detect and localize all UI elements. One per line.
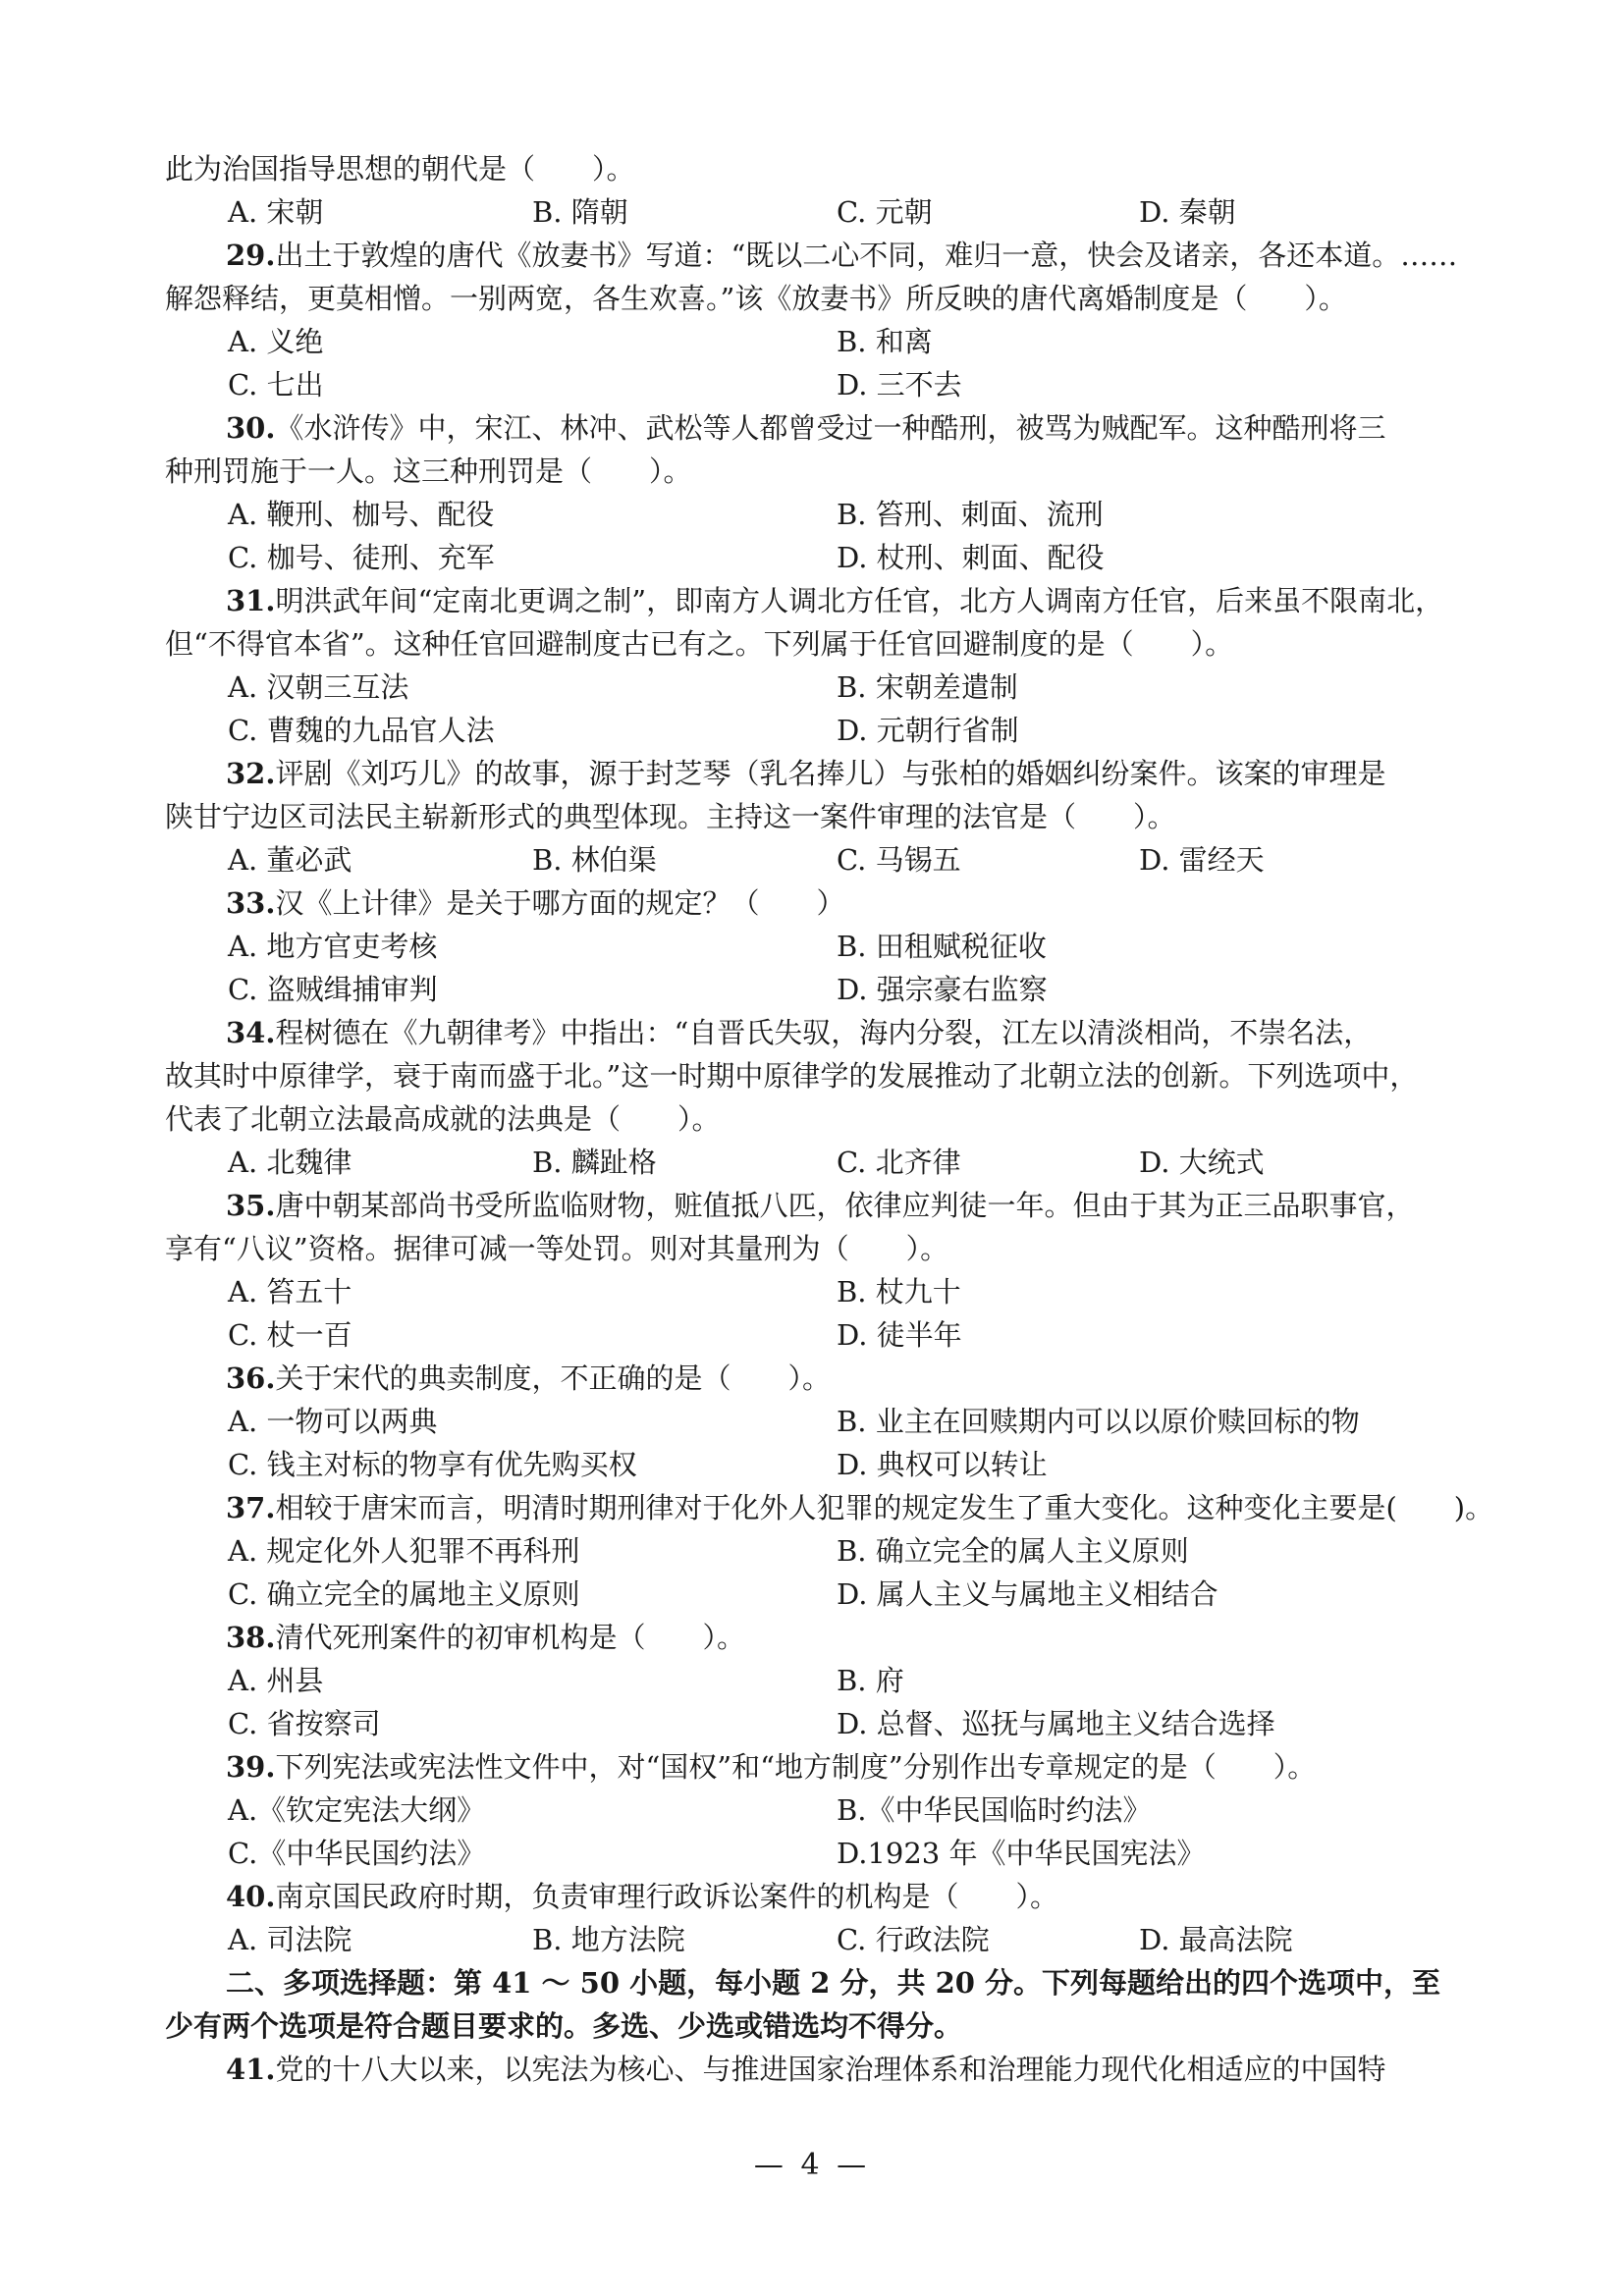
option-b: B. 确立完全的属人主义原则 <box>837 1534 1189 1568</box>
option-c: C.《中华民国约法》 <box>228 1837 486 1870</box>
option-d: D. 典权可以转让 <box>837 1448 1048 1481</box>
option-b: B. 杖九十 <box>837 1275 961 1308</box>
question-40: 40.南京国民政府时期，负责审理行政诉讼案件的机构是（ ）。 <box>226 1880 1058 1913</box>
question-text-line: 故其时中原律学，衰于南而盛于北。”这一时期中原律学的发展推动了北朝立法的创新。下列选项中， <box>165 1059 1419 1093</box>
question-39: 39.下列宪法或宪法性文件中，对“国权”和“地方制度”分别作出专章规定的是（ ）。 <box>226 1750 1317 1784</box>
option-b: B. 笞刑、刺面、流刑 <box>837 498 1104 531</box>
question-text-line: 此为治国指导思想的朝代是（ ）。 <box>165 152 635 186</box>
question-text-line: 陕甘宁边区司法民主崭新形式的典型体现。主持这一案件审理的法官是（ ）。 <box>165 800 1176 833</box>
option-c: C. 钱主对标的物享有优先购买权 <box>228 1448 637 1481</box>
option-b: B. 府 <box>837 1664 904 1697</box>
option-d: D. 徒半年 <box>837 1318 962 1352</box>
option-c: C. 确立完全的属地主义原则 <box>228 1577 580 1611</box>
question-36: 36.关于宋代的典卖制度，不正确的是（ ）。 <box>226 1362 831 1395</box>
option-a: A. 北魏律 <box>228 1146 352 1179</box>
option-d: D. 最高法院 <box>1139 1923 1293 1956</box>
option-a: A. 董必武 <box>228 843 352 877</box>
option-d: D. 强宗豪右监察 <box>837 973 1048 1006</box>
option-b: B. 麟趾格 <box>532 1146 657 1179</box>
question-text-line: 解怨释结，更莫相憎。一别两宽，各生欢喜。”该《放妻书》所反映的唐代离婚制度是（ ）。 <box>165 282 1347 315</box>
option-b: B. 宋朝差遣制 <box>837 670 1018 704</box>
option-a: A. 宋朝 <box>228 195 324 229</box>
question-37: 37.相较于唐宋而言，明清时期刑律对于化外人犯罪的规定发生了重大变化。这种变化主要是( )。 <box>226 1491 1494 1524</box>
option-c: C. 枷号、徒刑、充军 <box>228 541 495 574</box>
option-d: D. 属人主义与属地主义相结合 <box>837 1577 1218 1611</box>
option-d: D. 大统式 <box>1139 1146 1265 1179</box>
option-a: A. 规定化外人犯罪不再科刑 <box>228 1534 580 1568</box>
option-a: A. 笞五十 <box>228 1275 352 1308</box>
option-c: C. 元朝 <box>837 195 933 229</box>
question-text-line: 种刑罚施于一人。这三种刑罚是（ ）。 <box>165 454 692 488</box>
option-d: D. 雷经天 <box>1139 843 1265 877</box>
page-number: — 4 — <box>753 2148 871 2182</box>
question-30: 30.《水浒传》中，宋江、林冲、武松等人都曾受过一种酷刑，被骂为贼配军。这种酷刑将三 <box>226 411 1386 445</box>
option-c: C. 北齐律 <box>837 1146 961 1179</box>
question-29: 29.出土于敦煌的唐代《放妻书》写道：“既以二心不同，难归一意，快会及诸亲，各还本道。…… <box>226 239 1458 272</box>
option-a: A. 司法院 <box>228 1923 352 1956</box>
option-b: B. 田租赋税征收 <box>837 930 1047 963</box>
option-b: B. 隋朝 <box>532 195 628 229</box>
option-b: B. 和离 <box>837 325 933 358</box>
option-b: B. 业主在回赎期内可以以原价赎回标的物 <box>837 1405 1360 1438</box>
option-c: C. 马锡五 <box>837 843 961 877</box>
option-b: B. 林伯渠 <box>532 843 657 877</box>
question-41: 41.党的十八大以来，以宪法为核心、与推进国家治理体系和治理能力现代化相适应的中国特 <box>226 2053 1386 2086</box>
question-35: 35.唐中朝某部尚书受所监临财物，赃值抵八匹，依律应判徒一年。但由于其为正三品职事官， <box>226 1189 1415 1222</box>
question-38: 38.清代死刑案件的初审机构是（ ）。 <box>226 1621 745 1654</box>
question-34: 34.程树德在《九朝律考》中指出：“自晋氏失驭，海内分裂，江左以清淡相尚，不崇名法， <box>226 1016 1373 1049</box>
option-a: A. 一物可以两典 <box>228 1405 438 1438</box>
option-a: A.《钦定宪法大纲》 <box>228 1793 486 1827</box>
question-31: 31.明洪武年间“定南北更调之制”，即南方人调北方任官，北方人调南方任官，后来虽不限南北， <box>226 584 1444 617</box>
question-text-line: 代表了北朝立法最高成就的法典是（ ）。 <box>165 1102 721 1136</box>
question-32: 32.评剧《刘巧儿》的故事，源于封芝琴（乳名捧儿）与张柏的婚姻纠纷案件。该案的审理是 <box>226 757 1386 790</box>
option-d: D. 总督、巡抚与属地主义结合选择 <box>837 1707 1275 1740</box>
option-c: C. 杖一百 <box>228 1318 352 1352</box>
option-c: C. 行政法院 <box>837 1923 990 1956</box>
option-a: A. 鞭刑、枷号、配役 <box>228 498 495 531</box>
question-text-line: 享有“八议”资格。据律可减一等处罚。则对其量刑为（ ）。 <box>165 1232 949 1265</box>
option-c: C. 曹魏的九品官人法 <box>228 714 495 747</box>
option-d: D.1923 年《中华民国宪法》 <box>837 1837 1206 1870</box>
question-33: 33.汉《上计律》是关于哪方面的规定？（ ） <box>226 886 845 920</box>
option-a: A. 汉朝三互法 <box>228 670 409 704</box>
option-b: B.《中华民国临时约法》 <box>837 1793 1152 1827</box>
option-d: D. 三不去 <box>837 368 962 401</box>
section-header: 二、多项选择题：第 41 ～ 50 小题，每小题 2 分，共 20 分。下列每题给出的四个选项中，至 <box>226 1966 1441 2000</box>
section-header: 少有两个选项是符合题目要求的。多选、少选或错选均不得分。 <box>165 2009 963 2043</box>
option-a: A. 州县 <box>228 1664 324 1697</box>
option-d: D. 元朝行省制 <box>837 714 1019 747</box>
question-text-line: 但“不得官本省”。这种任官回避制度古已有之。下列属于任官回避制度的是（ ）。 <box>165 627 1234 661</box>
option-a: A. 义绝 <box>228 325 324 358</box>
option-c: C. 七出 <box>228 368 324 401</box>
option-d: D. 秦朝 <box>1139 195 1236 229</box>
option-a: A. 地方官吏考核 <box>228 930 438 963</box>
option-b: B. 地方法院 <box>532 1923 685 1956</box>
option-d: D. 杖刑、刺面、配役 <box>837 541 1105 574</box>
option-c: C. 省按察司 <box>228 1707 381 1740</box>
option-c: C. 盗贼缉捕审判 <box>228 973 438 1006</box>
